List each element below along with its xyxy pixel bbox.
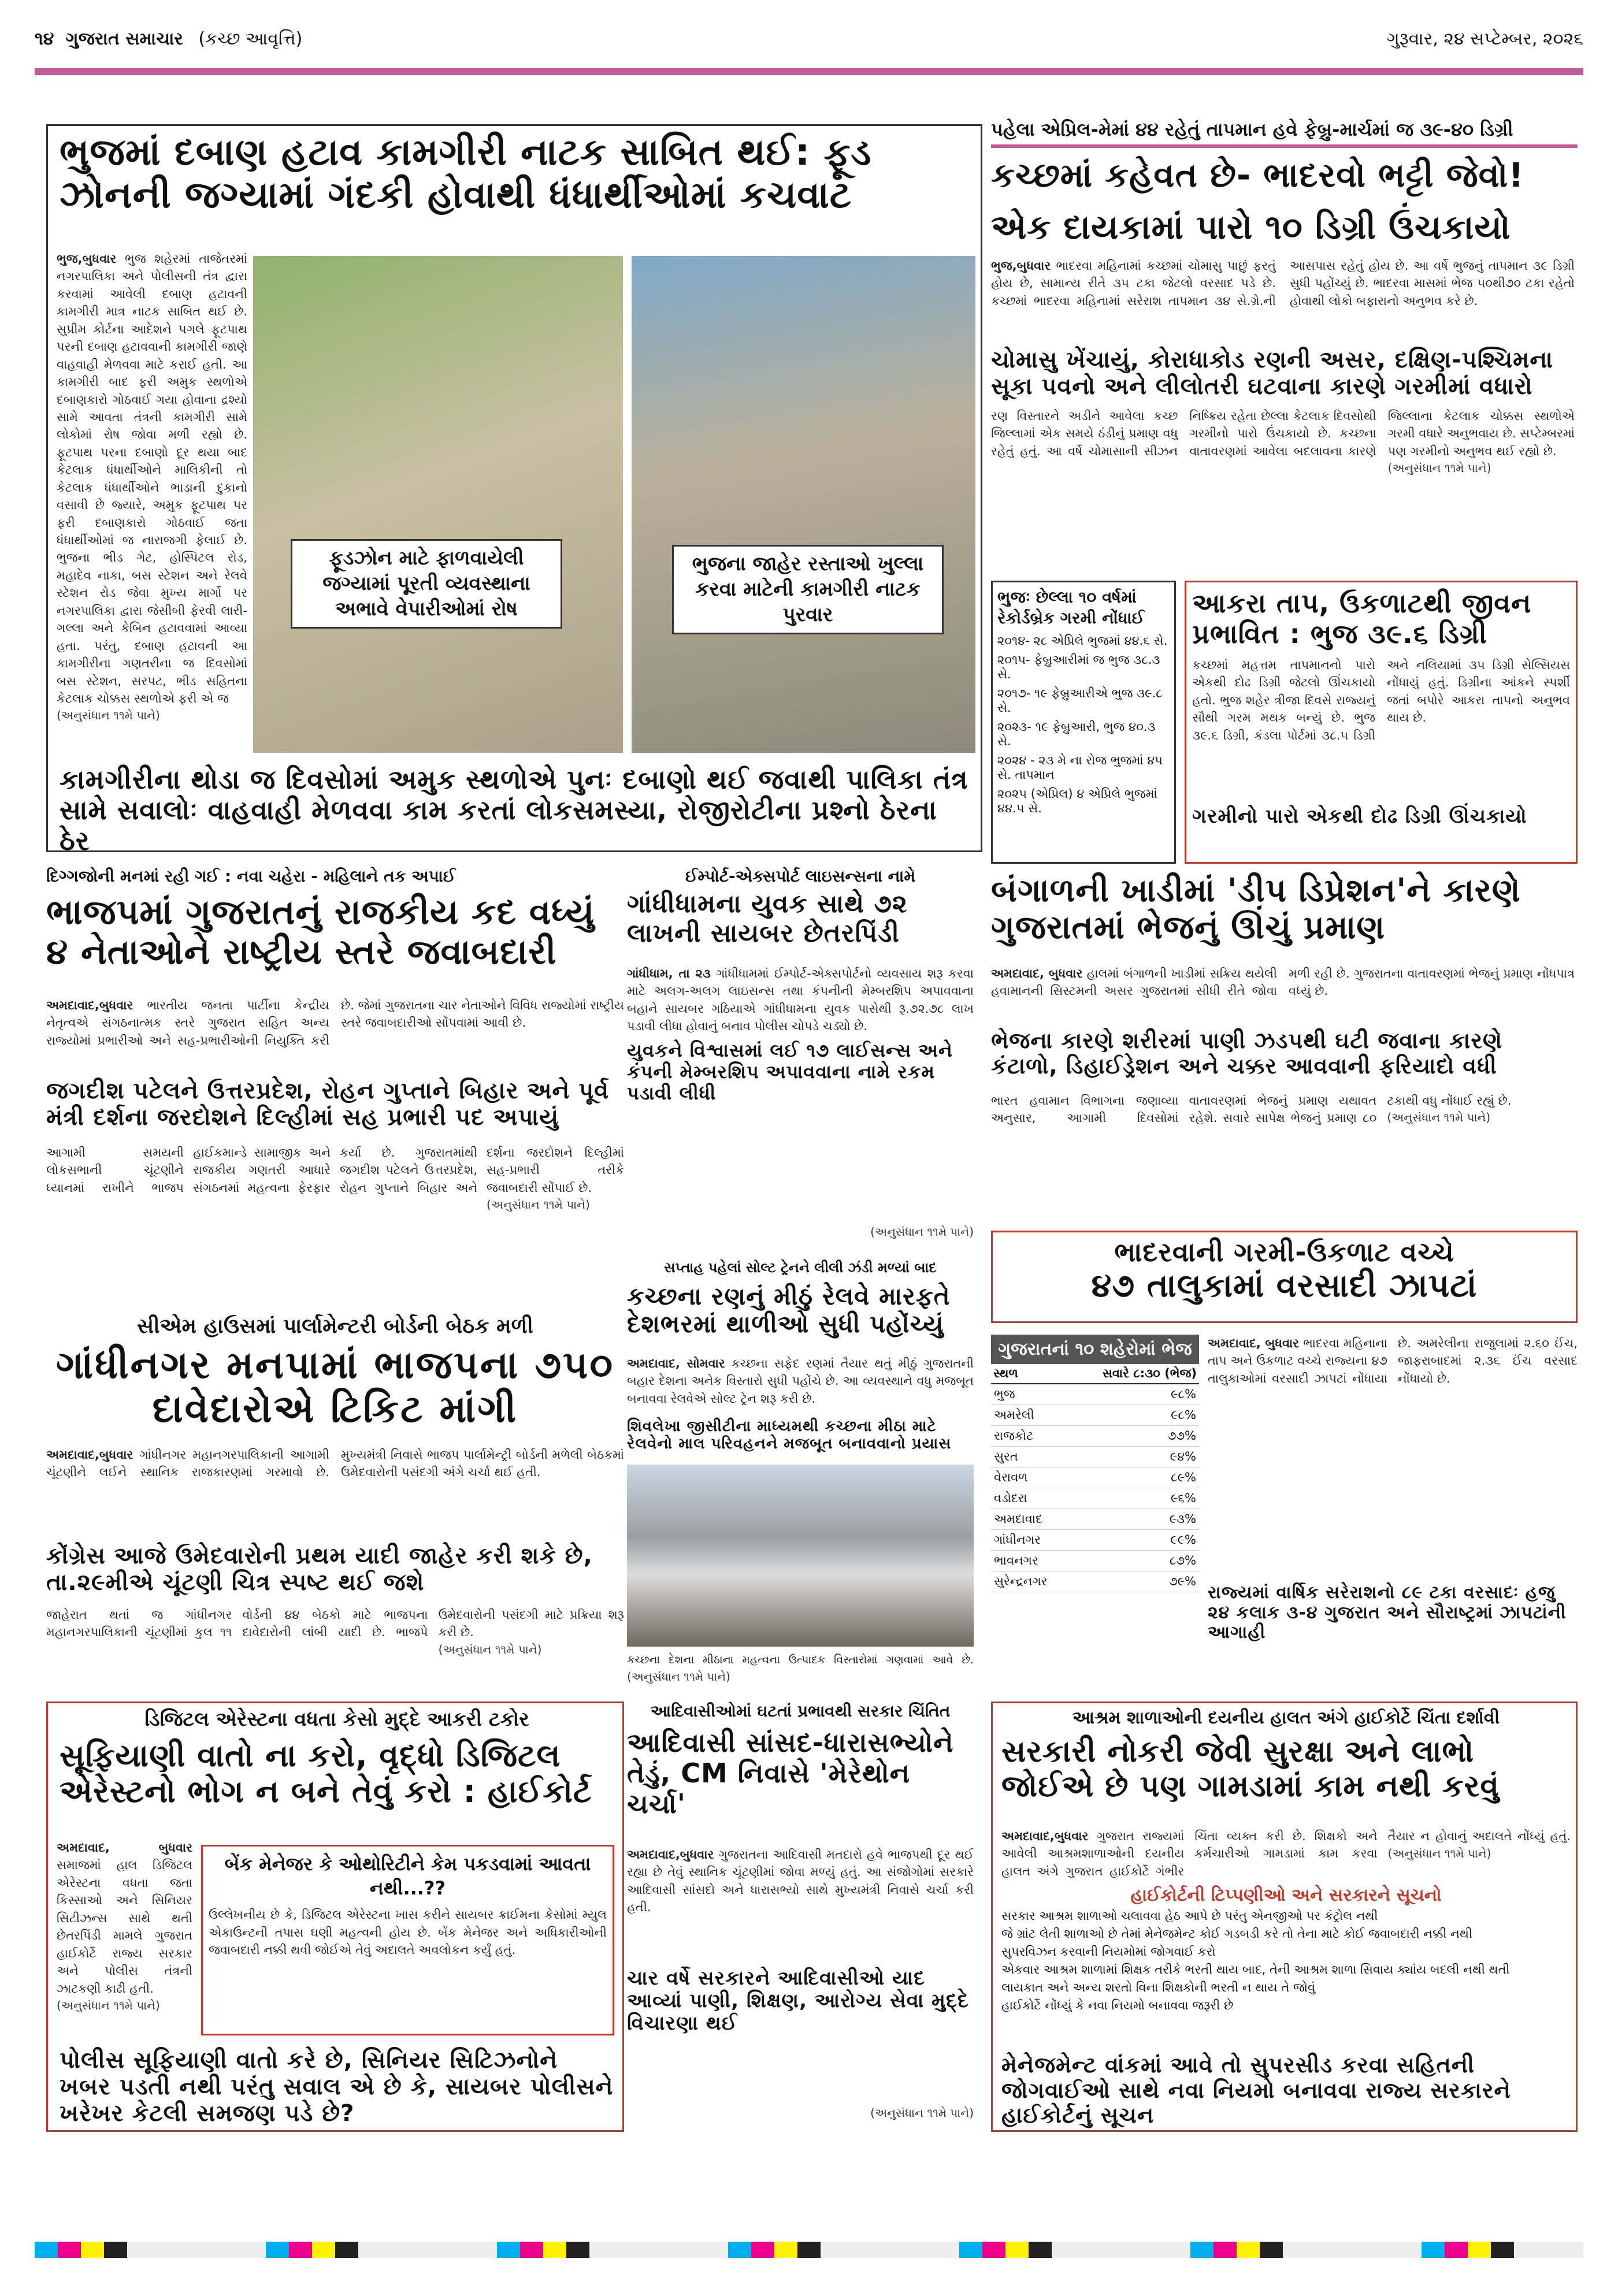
- table-cell: વડોદરા: [991, 1488, 1069, 1509]
- tribal-kicker: આદિવાસીઓમાં ઘટતાં પ્રભાવથી સરકાર ચિંતિત: [650, 1701, 951, 1721]
- edition-label: (કચ્છ આવૃત્તિ): [198, 29, 303, 49]
- cyber-story: [627, 867, 974, 1254]
- bjp-body: [46, 997, 624, 1072]
- ashram-dateline: અમદાવાદ,બુધવાર: [1001, 1829, 1089, 1843]
- bhuj-headline: ભુજમાં દબાણ હટાવ કામગીરી નાટક સાબિત થઈ: ફૂડ ઝોનની જગ્યામાં ગંદકી હોવાથી ધંધાર્થીઓમાં કચવાટ: [60, 131, 872, 217]
- digital-kicker: ડિજિટલ એરેસ્ટના વધતા કેસો મુદ્દે આકરી ટકોર: [144, 1708, 529, 1731]
- salt-subhead: શિવલેખા જીસીટીના માધ્યમથી કચ્છના મીઠા માટે રેલવેનો માલ પરિવહનને મજબૂત બનાવવાનો પ્રયાસ: [627, 1418, 952, 1452]
- table-row: [991, 1571, 1199, 1592]
- table-cell: ૯૮%: [1069, 1384, 1199, 1405]
- rain-subhead: રાજ્યમાં વાર્ષિક સરેરાશનો ૮૯ ટકા વરસાદઃ હજુ ૨૪ કલાક ૩-૪ ગુજરાત અને સૌરાષ્ટ્રમાં ઝાપટાંની આગાહી: [1208, 1582, 1567, 1643]
- rain-headline: ૪૭ તાલુકામાં વરસાદી ઝાપટાં: [1091, 1266, 1478, 1305]
- rain-dateline: અમદાવાદ, બુધવાર: [1208, 1336, 1300, 1350]
- bjp-headline: ભાજપમાં ગુજરાતનું રાજકીય કદ વધ્યું ૪ નેતાઓને રાષ્ટ્રીય સ્તરે જવાબદારી: [46, 892, 595, 972]
- cyber-dateline: ગાંધીધામ, તા ૨૩: [627, 967, 711, 980]
- table-cell: ૮૯%: [1069, 1467, 1199, 1488]
- kutch-record-item: ૨૦૨૪ - ૨૩ મે ના રોજ ભુજમાં ૪૫ સે. તાપમાન: [997, 753, 1163, 782]
- ashram-story: [991, 1701, 1578, 2132]
- table-row: [991, 1426, 1199, 1447]
- cyber-text: ગાંધીધામમાં ઈમ્પોર્ટ-એક્સપોર્ટનો વ્યવસાય શરૂ કરવા માટે અલગ-અલગ લાઇસન્સ તથા કંપનીની મેમ્બરશિપ અપાવવાના બહાને સાયબર ગઠિયાએ ગાંધીધામના યુવક પાસેથી રૂ.૭૨.૭૮ લાખ પડાવી લીધા હોવાનું બનાવ પોલીસ ચોપડે ચડ્યો છે.: [627, 967, 974, 1034]
- paper-name: ગુજરાત સમાચાર: [65, 29, 183, 49]
- bhuj-caption-2: ભુજના જાહેર રસ્તાઓ ખુલ્લા કરવા માટેની કામગીરી નાટક પુરવાર: [672, 545, 944, 634]
- kutch-record-item: ૨૦૨૩- ૧૯ ફેબ્રુઆરી, ભુજ ૪૦.૩ સે.: [997, 719, 1156, 748]
- tribal-dateline: અમદાવાદ,બુધવાર: [627, 1848, 714, 1862]
- table-row: [991, 1488, 1199, 1509]
- humidity-headline: બંગાળની ખાડીમાં 'ડીપ ડિપ્રેશન'ને કારણે ગુજરાતમાં ભેજનું ઊંચું પ્રમાણ: [991, 872, 1521, 947]
- digital-box-body: ઉલ્લેખનીય છે કે, ડિજિટલ એરેસ્ટના ખાસ કરીને સાયબર ક્રાઈમના કેસોમાં મ્યુલ એકાઉન્ટની તપાસ ઘણી મહત્વની હોય છે. બેંક મેનેજર અને અધિકારીઓની જવાબદારી નક્કી થવી જોઈએ તેવું અદાલતે અવલોકન કર્યું હતું.: [209, 1908, 607, 1957]
- list-item: સુપરવિઝન કરવાની નિયમોમાં જોગવાઈ કરો: [1001, 1945, 1216, 1959]
- ashram-notes: [1001, 1885, 1571, 2047]
- table-cell: અમરેલી: [991, 1405, 1069, 1426]
- tribal-headline: આદિવાસી સાંસદ-ધારાસભ્યોને તેડું, CM નિવાસે 'મેરેથોન ચર્ચા': [627, 1727, 954, 1819]
- ashram-text: ગુજરાત રાજ્યમાં આવેલી આશ્રમશાળાઓની દયનીય હાલત અંગે ગુજરાત હાઈકોર્ટે ગંભીર ચિંતા વ્યક્ત કરી છે. શિક્ષકો અને કર્મચારીઓ ગામડામાં કામ કરવા તૈયાર ન હોવાનું અદાલતે નોંધ્યું હતું.: [1001, 1829, 1571, 1878]
- table-row: [991, 1384, 1199, 1405]
- bhuj-body: [57, 250, 247, 759]
- bjp-story: [46, 867, 624, 1312]
- kutch-story: [991, 118, 1578, 864]
- salt-caption: [627, 1652, 974, 1687]
- tribal-story: [627, 1701, 974, 2132]
- kutch-body: [991, 257, 1575, 344]
- bjp-text-2: આગામી સમયની લોકસભાની ચૂંટણીને ધ્યાનમાં રાખીને ભાજપ હાઈકમાન્ડે સામાજીક અને રાજકીય ગણતરી આધારે સંગઠનમાં મહત્વના ફેરફાર કર્યા છે. ગુજરાતમાંથી જગદીશ પટેલને ઉત્તરપ્રદેશ, રોહન ગુપ્તાને બિહાર અને દર્શના જરદોશને દિલ્હીમાં સહ-પ્રભારી તરીકે જવાબદારી સોંપાઈ છે.: [46, 1146, 624, 1195]
- gandhinagar-body: [46, 1446, 624, 1501]
- tribal-body: [627, 1846, 974, 1961]
- humidity-table: [991, 1335, 1199, 1658]
- kutch-sidebar-footer: ગરમીનો પારો એકથી દોઢ ડિગ્રી ઊંચકાયો: [1192, 804, 1527, 828]
- digital-story: [46, 1701, 624, 2132]
- gandhinagar-body-2: [46, 1606, 624, 1687]
- bhuj-subhead: કામગીરીના થોડા જ દિવસોમાં અમુક સ્થળોએ પુનઃ દબાણો થઈ જવાથી પાલિકા તંત્ર સામે સવાલોઃ વાહવાહી મેળવવા કામ કરતાં લોકસમસ્યા, રોજીરોટીના પ્રશ્નો ઠેરના ઠેર: [60, 764, 968, 856]
- kutch-sidebar-body: કચ્છમાં મહત્તમ તાપમાનનો પારો એકથી દોઢ ડિગ્રી જેટલો ઊંચકાયો હતો. ભુજ શહેર ત્રીજા દિવસે રાજ્યનું સૌથી ગરમ મથક બન્યું છે. ભુજ ૩૯.૬ ડિગ્રી, કંડલા પોર્ટમાં ૩૮.૫ ડિગ્રી અને નલિયામાં ૩૫ ડિગ્રી સેલ્સિયસ નોંધાયું હતું. ડિગ્રીના આંકને સ્પર્શી જતાં બપોરે આકરા તાપનો અનુભવ થાય છે.: [1192, 657, 1570, 742]
- cyber-body: [627, 965, 974, 1034]
- page-number: ૧૪: [35, 29, 54, 49]
- bhuj-caption-1: ફૂડઝોન માટે ફાળવાયેલી જગ્યામાં પૂરતી વ્યવસ્થાના અભાવે વેપારીઓમાં રોષ: [291, 539, 562, 629]
- issue-date: ગુરૂવાર, ૨૪ સપ્ટેમ્બર, ૨૦૨૬: [1386, 29, 1583, 49]
- table-row: [991, 1447, 1199, 1467]
- kutch-records-box: [991, 581, 1176, 864]
- bjp-text: ભારતીય જનતા પાર્ટીના કેન્દ્રીય નેતૃત્વએ સંગઠનાત્મક સ્તરે ગુજરાત સહિત અન્ય રાજ્યોમાં પ્રભારીઓ અને સહ-પ્રભારીઓની નિયુક્તિ કરી છે. જેમાં ગુજરાતના ચાર નેતાઓને વિવિધ રાજ્યોમાં રાષ્ટ્રીય સ્તરે જવાબદારીઓ સોંપવામાં આવી છે.: [46, 998, 624, 1047]
- humidity-table-grid: [991, 1364, 1199, 1592]
- kutch-text: ભાદરવા મહિનામાં કચ્છમાં ચોમાસુ પાછું ફરતું હોય છે, સામાન્ય રીતે ૩૫ ટકા જેટલો વરસાદ પડે છે. કચ્છમાં ભાદરવા મહિનામાં સરેરાશ તાપમાન ૩૪ સે.ગ્રે.ની આસપાસ રહેતું હોય છે. આ વર્ષે ભુજનું તાપમાન ૩૯ ડિગ્રી સુધી પહોંચ્યું છે. ભાદરવા માસમાં ભેજ ૫૦થી૭૦ ટકા રહેતો હોવાથી લોકો બફારાનો અનુભવ કરે છે.: [991, 259, 1575, 308]
- digital-body: [57, 1839, 192, 2030]
- kutch-sidebar: [1185, 581, 1578, 864]
- gandhinagar-story-2: [46, 1543, 624, 1693]
- ashram-notes-title: હાઈકોર્ટની ટિપ્પણીઓ અને સરકારને સૂચનો: [1130, 1885, 1442, 1905]
- table-header-row: [991, 1364, 1199, 1384]
- table-cell: ૭૭%: [1069, 1426, 1199, 1447]
- gandhinagar-story: [46, 1314, 624, 1540]
- table-cell: ૯૪%: [1069, 1447, 1199, 1467]
- table-cell: ૯૮%: [1069, 1405, 1199, 1426]
- gandhinagar-kicker: સીએમ હાઉસમાં પાર્લામેન્ટરી બોર્ડની બેઠક મળી: [137, 1314, 533, 1338]
- masthead: [35, 29, 1583, 64]
- list-item: એકવાર આશ્રમ શાળામાં શિક્ષક તરીકે ભરતી થાય બાદ, તેની આશ્રમ શાળા સિવાય ક્યાંય બદલી નથી થતી: [1001, 1963, 1510, 1977]
- table-cell: ભાવનગર: [991, 1551, 1069, 1571]
- humidity-dateline: અમદાવાદ, બુધવાર: [991, 967, 1083, 980]
- salt-body: [627, 1355, 974, 1413]
- gandhinagar-headline: ગાંધીનગર મનપામાં ભાજપના ૭૫૦ દાવેદારોએ ટિકિટ માંગી: [55, 1343, 615, 1431]
- list-item: જે ગ્રાંટ લેતી શાળાઓ છે તેમાં મેનેજમેન્ટ કોઈ ગડબડી કરે તો તેના માટે કોઈ જવાબદારી નક્કી નથી: [1001, 1927, 1472, 1941]
- gandhinagar-text: ગાંધીનગર મહાનગરપાલિકાની આગામી ચૂંટણીને લઈને સ્થાનિક રાજકારણમાં ગરમાવો છે. મુખ્યમંત્રી નિવાસે ભાજપ પાર્લામેન્ટ્રી બોર્ડની મળેલી બેઠકમાં ઉમેદવારોની પસંદગી અંગે ચર્ચા થઈ હતી.: [46, 1448, 624, 1480]
- list-item: હાઈકોર્ટે નોંધ્યું કે નવા નિયમો બનાવવા જરૂરી છે: [1001, 1998, 1234, 2012]
- table-row: [991, 1405, 1199, 1426]
- bhuj-story: [46, 124, 982, 856]
- table-cell: વેરાવળ: [991, 1467, 1069, 1488]
- salt-continued: (અનુસંધાન ૧૧મે પાને): [627, 1669, 730, 1684]
- ashram-subhead: મેનેજમેન્ટ વાંકમાં આવે તો સુપરસીડ કરવા સહિતની જોગવાઈઓ સાથે નવા નિયમો બનાવવા રાજ્ય સરકારને હાઈકોર્ટનું સૂચન: [1001, 2052, 1511, 2128]
- cyber-kicker: ઈમ્પોર્ટ-એક્સપોર્ટ લાઇસન્સના નામે: [685, 867, 916, 886]
- table-cell: રાજકોટ: [991, 1426, 1069, 1447]
- humidity-story: [991, 872, 1578, 1242]
- list-item: લાયકાત અને અન્ય શરતો વિના શિક્ષકોની ભરતી ન થાય તે જોવું: [1001, 1981, 1316, 1994]
- table-cell: સુરેન્દ્રનગર: [991, 1571, 1069, 1592]
- kutch-records-title: ભુજઃ છેલ્લા ૧૦ વર્ષમાં રેકોર્ડબ્રેક ગરમી નોંધાઈ: [997, 588, 1145, 628]
- humidity-subhead: ભેજના કારણે શરીરમાં પાણી ઝડપથી ઘટી જવાના કારણે કંટાળો, ડિહાઈડ્રેશન અને ચક્કર આવવાની ફરિયાદો વધી: [991, 1028, 1503, 1079]
- kutch-record-item: ૨૦૧૭- ૧૯ ફેબ્રુઆરીએ ભુજ ૩૯.૮ સે.: [997, 686, 1163, 715]
- salt-dateline: અમદાવાદ, સોમવાર: [627, 1357, 725, 1370]
- bhuj-continued: (અનુસંધાન ૧૧મે પાને): [57, 708, 160, 723]
- kutch-body-2: [991, 407, 1575, 569]
- table-row: [991, 1467, 1199, 1488]
- gandhinagar-text-2: જાહેરાત થતાં જ ગાંધીનગર મહાનગરપાલિકાની ચૂંટણીમાં કુલ ૧૧ વોર્ડની ૪૪ બેઠકો માટે ભાજપના દાવેદારોની લાંબી યાદી છે. ભાજપે ઉમેદવારોની પસંદગી માટે પ્રક્રિયા શરૂ કરી છે.: [46, 1608, 624, 1640]
- kutch-sidebar-headline: આકરા તાપ, ઉકળાટથી જીવન પ્રભાવિત : ભુજ ૩૯.૬ ડિગ્રી: [1192, 588, 1532, 649]
- cyber-subhead: યુવકને વિશ્વાસમાં લઈ ૧૭ લાઈસન્સ અને કંપની મેમ્બરશિપ અપાવવાના નામે રકમ પડાવી લીધી: [627, 1039, 953, 1104]
- kutch-record-item: ૨૦૧૪- ૨૮ એપ્રિલે ભુજમાં ૪૪.૬ સે.: [997, 633, 1168, 648]
- bjp-subhead: જગદીશ પટેલને ઉત્તરપ્રદેશ, રોહન ગુપ્તાને બિહાર અને પૂર્વ મંત્રી દર્શના જરદોશને દિલ્હીમાં સહ પ્રભારી પદ અપાયું: [46, 1078, 610, 1131]
- table-cell: ૯૬%: [1069, 1488, 1199, 1509]
- table-cell: ૯૩%: [1069, 1509, 1199, 1530]
- bhuj-dateline: ભુજ,બુધવાર: [57, 252, 117, 266]
- tribal-continued: (અનુસંધાન ૧૧મે પાને): [870, 2106, 974, 2120]
- salt-story: [627, 1260, 974, 1693]
- table-cell: ભુજ: [991, 1384, 1069, 1405]
- kutch-continued: (અનુસંધાન ૧૧મે પાને): [1387, 461, 1491, 475]
- bjp-continued: (અનુસંધાન ૧૧મે પાને): [487, 1198, 590, 1212]
- cyber-headline: ગાંધીધામના યુવક સાથે ૭૨ લાખની સાયબર છેતરપિંડી: [627, 889, 908, 948]
- table-header-cell: સ્થળ: [991, 1364, 1069, 1384]
- tribal-text: ગુજરાતના આદિવાસી મતદારો હવે ભાજપથી દૂર થઈ રહ્યા છે તેવું સ્થાનિક ચૂંટણીમાં જોવા મળ્યું હતું. આ સંજોગોમાં સરકારે આદિવાસી સાંસદો અને ધારાસભ્યો સાથે મુખ્યમંત્રી નિવાસે ચર્ચા કરી હતી.: [627, 1848, 974, 1915]
- kutch-headline-2: એક દાયકામાં પારો ૧૦ ડિગ્રી ઉંચકાયો: [991, 207, 1511, 247]
- bhuj-photo-1: [253, 256, 623, 753]
- table-row: [991, 1551, 1199, 1571]
- humidity-table-title: ગુજરાતનાં ૧૦ શહેરોમાં ભેજ: [991, 1335, 1199, 1364]
- bjp-kicker: દિગ્ગજોની મનમાં રહી ગઈ : નવા ચહેરા - મહિલાને તક અપાઈ: [46, 867, 456, 886]
- humidity-body-2: [991, 1092, 1575, 1236]
- digital-subhead: પોલીસ સૂફિયાણી વાતો કરે છે, સિનિયર સિટિઝનોને ખબર પડતી નથી પરંતુ સવાલ એ છે કે, સાયબર પોલીસને ખરેખર કેટલી સમજણ પડે છે?: [60, 2047, 614, 2127]
- header-rule: [35, 68, 1583, 75]
- kutch-headline-1: કચ્છમાં કહેવત છે- ભાદરવો ભટ્ટી જેવો!: [991, 155, 1524, 195]
- table-cell: ગાંધીનગર: [991, 1530, 1069, 1551]
- table-header-cell: સવારે ૮:૩૦ (ભેજ): [1069, 1364, 1199, 1384]
- table-cell: ૭૯%: [1069, 1571, 1199, 1592]
- cyber-continued: (અનુસંધાન ૧૧મે પાને): [870, 1225, 974, 1239]
- kutch-subhead: ચોમાસુ ખેંચાયું, કોરાધાકોડ રણની અસર, દક્ષિણ-પશ્ચિમના સૂકા પવનો અને લીલોતરી ઘટવાના કારણે ગરમીમાં વધારો: [991, 347, 1553, 400]
- ashram-continued: (અનુસંધાન ૧૧મે પાને): [1387, 1847, 1491, 1861]
- kutch-text-2: રણ વિસ્તારને અડીને આવેલા કચ્છ જિલ્લામાં એક સમયે ઠંડીનું પ્રમાણ વધુ રહેતું હતું. આ વર્ષે ચોમાસાની સીઝન નિષ્ક્રિય રહેતા છેલ્લા કેટલાક દિવસોથી ગરમીનો પારો ઉંચકાયો છે. કચ્છના વાતાવરણમાં આવેલા બદલાવના કારણે જિલ્લાના કેટલાક ચોક્કસ સ્થળોએ ગરમી વધારે અનુભવાય છે. સપ્ટેમ્બરમાં પણ ગરમીનો અનુભવ થઈ રહ્યો છે.: [991, 409, 1575, 458]
- humidity-continued: (અનુસંધાન ૧૧મે પાને): [1387, 1110, 1491, 1125]
- table-row: [991, 1530, 1199, 1551]
- kutch-record-item: ૨૦૧૫- ફેબ્રુઆરીમાં જ ભુજ ૩૮.૩ સે.: [997, 652, 1160, 681]
- humidity-text: હાલમાં બંગાળની ખાડીમાં સક્રિય થયેલી હવામાનની સિસ્ટમની અસર ગુજરાતમાં સીધી રીતે જોવા મળી રહી છે. ગુજરાતના વાતાવરણમાં ભેજનું પ્રમાણ નોંધપાત્ર વધ્યું છે.: [991, 967, 1575, 998]
- ashram-body: [1001, 1827, 1571, 1882]
- ashram-headline: સરકારી નોકરી જેવી સુરક્ષા અને લાભો જોઈએ છે પણ ગામડામાં કામ નથી કરવું: [1001, 1734, 1500, 1804]
- kutch-kicker: પહેલા એપ્રિલ-મેમાં ૪૪ રહેતું તાપમાન હવે ફેબ્રુ-માર્ચમાં જ ૩૯-૪૦ ડિગ્રી: [991, 118, 1578, 148]
- list-item: સરકાર આશ્રમ શાળાઓ ચલાવવા હેઠ આપે છે પરંતુ એનજીઓ પર કંટ્રોલ નથી: [1001, 1909, 1378, 1923]
- gandhinagar-dateline: અમદાવાદ,બુધવાર: [46, 1448, 133, 1462]
- table-cell: સુરત: [991, 1447, 1069, 1467]
- bhuj-text: ભુજ શહેરમાં તાજેતરમાં નગરપાલિકા અને પોલીસની તંત્ર દ્વારા કરવામાં આવેલી દબાણ હટાવની કામગીરી માત્ર નાટક સાબિત થઈ છે. સુપ્રીમ કોર્ટના આદેશને પગલે ફૂટપાથ પરની દબાણ હટાવવાની કામગીરી જાણે વાહવાહી મેળવવા માટે કરાઈ હતી. આ કામગીરી બાદ ફરી અમુક સ્થળોએ દબાણકારો ગોઠવાઈ ગયા હોવાના દ્રશ્યો સામે આવતા તંત્રની કામગીરી સામે લોકોમાં રોષ જોવા મળી રહ્યો છે. ફૂટપાથ પરના દબાણો દૂર થયા બાદ કેટલાક ધંધાર્થીઓને માલિકીની તો કેટલાક ધંધાર્થીઓને ભાડાની દુકાનો વસાવી છે જ્યારે, અમુક ફૂટપાથ પર ફરી દબાણકારો ગોઠવાઈ જતા ધંધાર્થીઓમાં જ નારાજગી ફેલાઈ છે. ભુજના ભીડ ગેટ, હોસ્પિટલ રોડ, મહાદેવ નાકા, બસ સ્ટેશન અને રેલવે સ્ટેશન રોડ જેવા મુખ્ય માર્ગો પર નગરપાલિકા દ્વારા જેસીબી ફેરવી લારી-ગલ્લા અને કેબિન હટાવવામાં આવ્યા હતા. પરંતુ, દબાણ હટાવની આ કામગીરીના ગણતરીના જ દિવસોમાં બસ સ્ટેશન, સરપટ, ભીડ સહિતના કેટલાક ચોક્કસ સ્થળોએ ફરી એ જ: [57, 252, 247, 705]
- digital-continued: (અનુસંધાન ૧૧મે પાને): [57, 1998, 160, 2012]
- digital-box-title: બેંક મેનેજર કે ઓથોરિટીને કેમ પકડવામાં આવતા નથી...??: [224, 1853, 591, 1899]
- rain-story: [991, 1231, 1578, 1323]
- bjp-dateline: અમદાવાદ,બુધવાર: [46, 998, 133, 1012]
- gandhinagar-subhead: કોંગ્રેસ આજે ઉમેદવારોની પ્રથમ યાદી જાહેર કરી શકે છે, તા.૨૯મીએ ચૂંટણી ચિત્ર સ્પષ્ટ થઈ જશે: [46, 1543, 593, 1596]
- salt-text: કચ્છના સફેદ રણમાં તૈયાર થતું મીઠું ગુજરાતની બહાર દેશના અનેક વિસ્તારો સુધી પહોંચે છે. આ વ્યવસ્થાને વધુ મજબૂત બનાવવા રેલવેએ સોલ્ટ ટ્રેન શરૂ કરી છે.: [627, 1357, 974, 1406]
- digital-box: [201, 1845, 614, 2035]
- table-cell: ૮૭%: [1069, 1551, 1199, 1571]
- rain-body: [1208, 1335, 1578, 1577]
- table-cell: અમદાવાદ: [991, 1509, 1069, 1530]
- salt-caption-text: કચ્છના દેશના મીઠાના મહત્વના ઉત્પાદક વિસ્તારોમાં ગણવામાં આવે છે.: [627, 1654, 974, 1666]
- bhuj-photo-2: [632, 256, 975, 753]
- ashram-kicker: આશ્રમ શાળાઓની દયનીય હાલત અંગે હાઈકોર્ટે ચિંતા દર્શાવી: [1072, 1708, 1500, 1728]
- salt-photo: [627, 1465, 974, 1647]
- rain-text: ભાદરવા મહિનાના તાપ અને ઉકળાટ વચ્ચે રાજ્યના ૪૭ તાલુકાઓમાં વરસાદી ઝાપટાં નોંધાયા છે. અમરેલીના રાજુલામાં ૨.૬૦ ઈંચ, જાફરાબાદમાં ૨.૩૬ ઈંચ વરસાદ નોંધાયો છે.: [1208, 1336, 1578, 1385]
- digital-headline: સૂફિયાણી વાતો ના કરો, વૃદ્ધો ડિજિટલ એરેસ્ટનો ભોગ ન બને તેવું કરો : હાઈકોર્ટ: [60, 1737, 592, 1810]
- gandhinagar-continued: (અનુસંધાન ૧૧મે પાને): [438, 1642, 542, 1656]
- salt-headline: કચ્છના રણનું મીઠું રેલવે મારફતે દેશભરમાં થાળીઓ સુધી પહોંચ્યું: [627, 1282, 951, 1339]
- table-row: [991, 1509, 1199, 1530]
- kutch-dateline: ભુજ,બુધવાર: [991, 259, 1051, 273]
- table-cell: ૯૯%: [1069, 1530, 1199, 1551]
- digital-text: સમાજમાં હાલ ડિજિટલ એરેસ્ટના વધતા જતા કિસ્સાઓ અને સિનિયર સિટીઝન્સ સાથે થતી છેતરપિંડી મામલે ગુજરાત હાઈકોર્ટે રાજ્ય સરકાર અને પોલીસ તંત્રની ઝાટકણી કાઢી હતી.: [57, 1858, 192, 1996]
- humidity-text-2: ભારત હવામાન વિભાગના જણાવ્યા અનુસાર, આગામી દિવસોમાં વાતાવરણમાં ભેજનું પ્રમાણ યથાવત રહેશે. સવારે સાપેક્ષ ભેજનું પ્રમાણ ૮૦ ટકાથી વધુ નોંધાઈ રહ્યું છે.: [991, 1094, 1512, 1125]
- humidity-body: [991, 965, 1575, 1023]
- digital-dateline: અમદાવાદ, બુધવાર: [57, 1841, 192, 1855]
- kutch-record-item: ૨૦૨૫ (એપ્રિલ) ૪ એપ્રિલે ભુજમાં ૪૪.૫ સે.: [997, 786, 1157, 815]
- tribal-subhead: ચાર વર્ષે સરકારને આદિવાસીઓ યાદ આવ્યાં પાણી, શિક્ષણ, આરોગ્ય સેવા મુદ્દે વિચારણા થઈ: [627, 1967, 970, 2035]
- footer-color-bar: [35, 2242, 1583, 2258]
- bjp-body-2: [46, 1144, 624, 1300]
- salt-kicker: સપ્તાહ પહેલાં સોલ્ટ ટ્રેનને લીલી ઝંડી મળ્યાં બાદ: [664, 1260, 937, 1276]
- rain-kicker: ભાદરવાની ગરમી-ઉકળાટ વચ્ચે: [1114, 1236, 1454, 1268]
